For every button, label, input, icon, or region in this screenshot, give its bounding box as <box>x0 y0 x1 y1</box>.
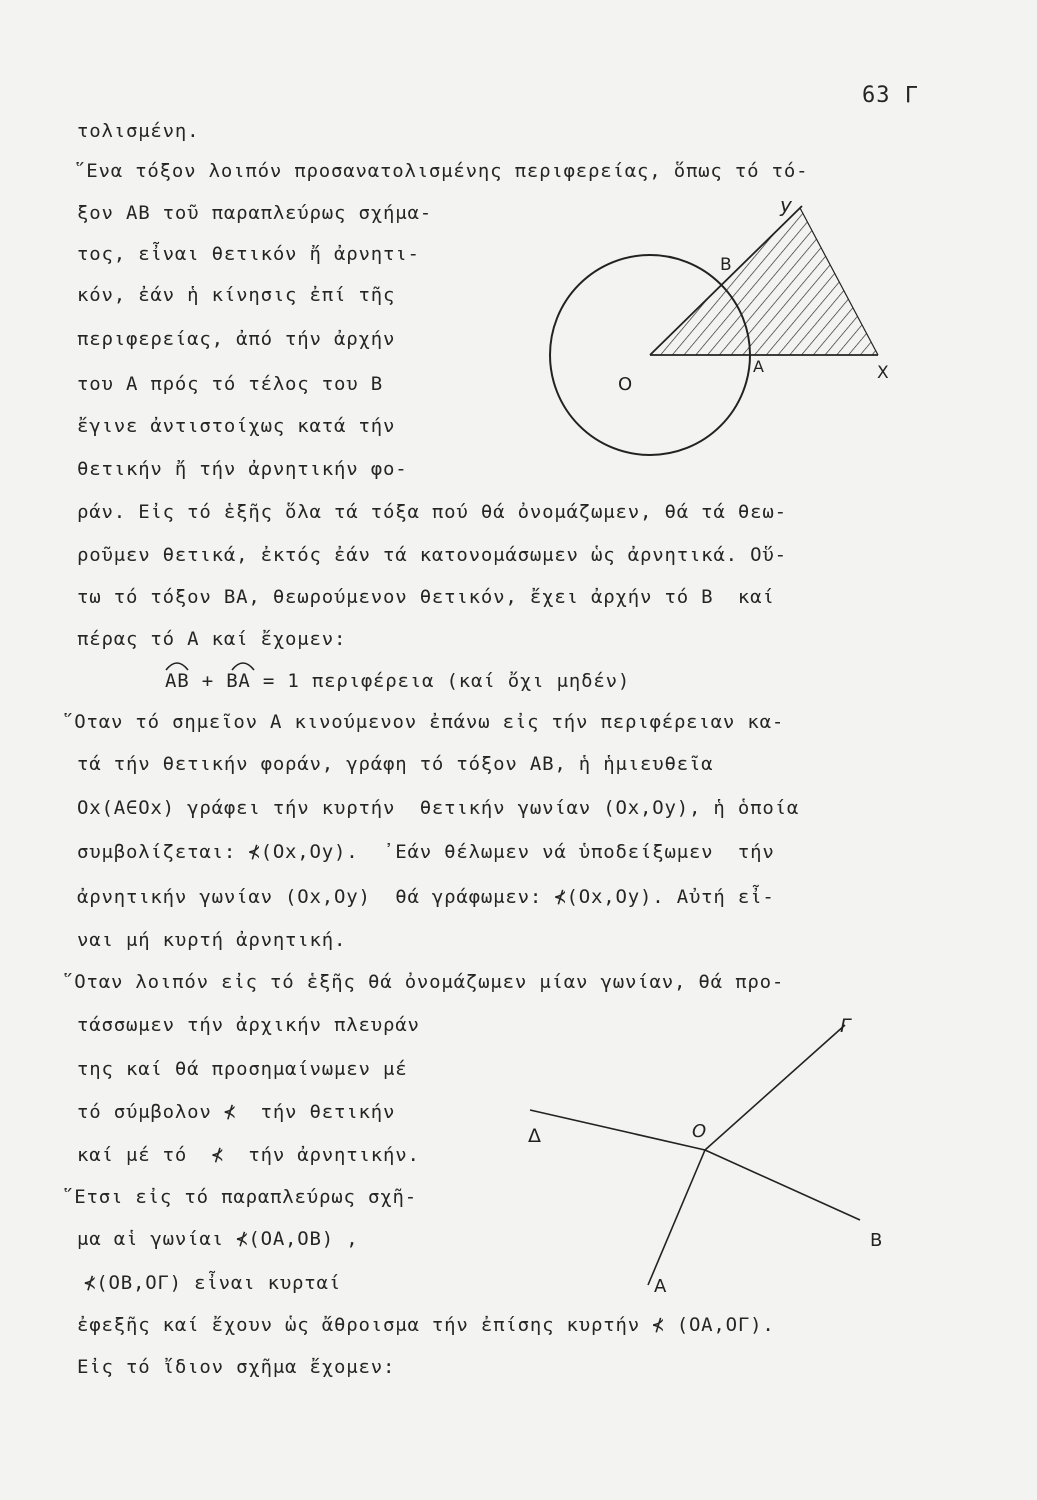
text-line: Οx(Α∈Οx) γράφει τήν κυρτήν θετικήν γωνίαν (Οx,Οy), ἡ ὁποία <box>77 797 800 819</box>
text-line: ναι μή κυρτή ἀρνητική. <box>77 929 347 951</box>
label-a: A <box>753 357 764 376</box>
text-line: ξον ΑΒ τοῦ παραπλεύρως σχήμα- <box>77 202 432 224</box>
text-line: του Α πρός τό τέλος του Β <box>77 373 383 395</box>
text-line: ἀρνητικήν γωνίαν (Οx,Οy) θά γράφωμεν: ⊀(Οx,Οy). Αὐτή εἶ- <box>77 886 775 908</box>
text-line: περιφερείας, ἀπό τήν ἀρχήν <box>77 328 396 350</box>
text-line: ροῦμεν θετικά, ἐκτός ἐάν τά κατονομάσωμεν ὡς ἀρνητικά. Οὕ- <box>77 544 787 566</box>
text-line: ῞Οταν λοιπόν εἰς τό ἑξῆς θά ὀνομάζωμεν μίαν γωνίαν, θά προ- <box>62 971 785 993</box>
ray-ob <box>705 1150 860 1220</box>
text-line: τω τό τόξον ΒΑ, θεωρούμενον θετικόν, ἔχει ἀρχήν τό Β καί <box>77 586 775 608</box>
text-line: τάσσωμεν τήν ἀρχικήν πλευράν <box>77 1014 420 1036</box>
shaded-angle-region <box>650 208 878 355</box>
text-line: κόν, ἐάν ἡ κίνησις ἐπί τῆς <box>77 284 396 306</box>
text-line: ἔγινε ἀντιστοίχως κατά τήν <box>77 415 396 437</box>
ray-od <box>530 1110 705 1150</box>
text-line: τό σύμβολον ⊀ τήν θετικήν <box>77 1101 396 1123</box>
text-line: συμβολίζεται: ⊀(Οx,Οy). ᾿Εάν θέλωμεν νά ὑποδείξωμεν τήν <box>77 841 775 863</box>
label-x: X <box>877 363 889 383</box>
text-line: καί μέ τό ⊀ τήν ἀρνητικήν. <box>77 1144 420 1166</box>
text-line: ῞Οταν τό σημεῖον Α κινούμενον ἐπάνω εἰς τήν περιφέρειαν κα- <box>62 711 785 733</box>
figure-rays <box>520 1010 900 1310</box>
text-line: τά τήν θετικήν φοράν, γράφη τό τόξον ΑΒ, ἡ ἡμιευθεῖα <box>77 753 714 775</box>
formula-line: ΑΒ + ΒΑ = 1 περιφέρεια (καί ὄχι μηδέν) <box>165 670 631 692</box>
text-line: ῞Ετσι εἰς τό παραπλεύρως σχῆ- <box>62 1186 417 1208</box>
label-b: B <box>720 255 732 275</box>
page-number: 63 Γ <box>862 83 919 108</box>
text-line: ράν. Εἰς τό ἑξῆς ὅλα τά τόξα πού θά ὀνομάζωμεν, θά τά θεω- <box>77 501 787 523</box>
label-b: B <box>870 1230 883 1251</box>
label-gamma: Γ <box>840 1015 851 1037</box>
text-line: ⊀(ΟΒ,ΟΓ) εἶναι κυρταί <box>84 1272 342 1294</box>
label-delta: Δ <box>528 1125 541 1147</box>
text-line: ῞Ενα τόξον λοιπόν προσανατολισμένης περιφερείας, ὅπως τό τό- <box>74 160 809 182</box>
text-line: Εἰς τό ἴδιον σχῆμα ἔχομεν: <box>77 1356 396 1378</box>
label-o: O <box>692 1121 707 1142</box>
ray-oa <box>648 1150 705 1285</box>
figure-circle-angle <box>540 190 900 500</box>
label-a: A <box>654 1276 667 1297</box>
text-line: πέρας τό Α καί ἔχομεν: <box>77 628 347 650</box>
text-line: τος, εἶναι θετικόν ἤ ἀρνητι- <box>77 243 420 265</box>
label-y: y <box>780 193 792 217</box>
text-line: ἐφεξῆς καί ἔχουν ὡς ἄθροισμα τήν ἐπίσης κυρτήν ⊀ (ΟΑ,ΟΓ). <box>77 1314 775 1336</box>
text-line: θετικήν ἤ τήν ἀρνητικήν φο- <box>77 458 408 480</box>
text-line: τολισμένη. <box>77 120 200 142</box>
text-line: μα αἱ γωνίαι ⊀(ΟΑ,ΟΒ) , <box>77 1228 359 1250</box>
ray-og <box>705 1025 845 1150</box>
text-line: της καί θά προσημαίνωμεν μέ <box>77 1058 408 1080</box>
label-o: O <box>618 374 633 395</box>
